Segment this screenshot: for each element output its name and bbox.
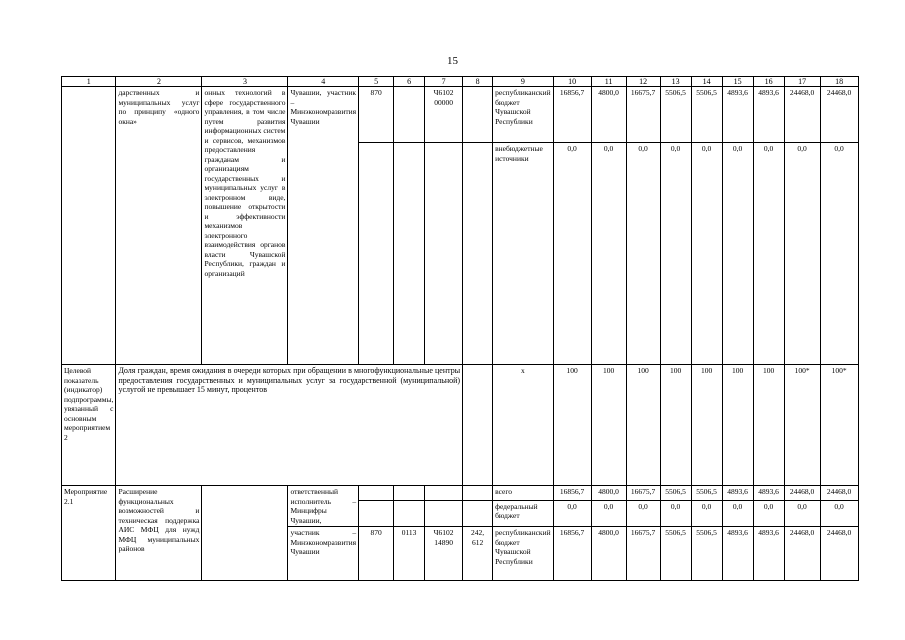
table-row — [62, 486, 859, 501]
cell-value: 0,0 — [722, 500, 753, 526]
cell-value: 5506,5 — [660, 527, 691, 581]
cell-value: 0,0 — [784, 143, 820, 365]
cell-value: 100* — [784, 365, 820, 486]
col-header: 9 — [493, 77, 554, 87]
cell-empty — [463, 87, 493, 143]
cell-empty — [394, 143, 425, 365]
cell-indicator-text: Доля граждан, время ожидания в очереди которых при обращении в многофункциональные центры предоставления государственных и муниципальных услуг за государственной (муниципальной) услугой не превышает 15 минут, процентов — [116, 365, 463, 486]
cell-value: 0,0 — [691, 500, 722, 526]
cell-value: 0,0 — [722, 143, 753, 365]
cell-funding-source: федеральный бюджет — [493, 500, 554, 526]
col-header: 7 — [425, 77, 463, 87]
col-header: 10 — [553, 77, 591, 87]
cell-value: 0,0 — [784, 500, 820, 526]
cell-value: 4893,6 — [722, 87, 753, 143]
col-header: 1 — [62, 77, 116, 87]
cell-value: 4893,6 — [722, 527, 753, 581]
cell-empty — [463, 500, 493, 526]
cell-value: 0,0 — [691, 143, 722, 365]
cell-value: 4800,0 — [591, 87, 626, 143]
cell-empty — [394, 500, 425, 526]
cell-value: 24468,0 — [784, 527, 820, 581]
cell-value: 16675,7 — [626, 486, 660, 501]
cell-value: 16856,7 — [553, 87, 591, 143]
col-header: 4 — [288, 77, 359, 87]
col-header: 8 — [463, 77, 493, 87]
cell-value: 16675,7 — [626, 527, 660, 581]
cell-value: 0,0 — [820, 143, 858, 365]
cell-empty — [202, 486, 288, 581]
cell-value: 24468,0 — [820, 486, 858, 501]
col-header: 16 — [753, 77, 784, 87]
cell-value: 0,0 — [553, 500, 591, 526]
cell-value: 5506,5 — [691, 87, 722, 143]
cell-target-code: Ч6102 00000 — [425, 87, 463, 143]
col-header: 15 — [722, 77, 753, 87]
cell-value: 0,0 — [660, 143, 691, 365]
cell-empty — [425, 500, 463, 526]
cell-value: 24468,0 — [820, 87, 858, 143]
cell-grbs: 870 — [359, 87, 394, 143]
cell-funding-source: внебюджетные источники — [493, 143, 554, 365]
cell-value: 0,0 — [591, 143, 626, 365]
cell-service-principle: дарственных и муниципальных услуг по принципу «одного окна» — [116, 87, 202, 365]
program-table — [61, 76, 859, 581]
cell-empty — [463, 486, 493, 501]
cell-value: 0,0 — [753, 143, 784, 365]
cell-measure-description: Расширение функциональных возможностей и техническая поддержка АИС МФЦ для нужд МФЦ муниципальных районов — [116, 486, 202, 581]
cell-empty — [425, 486, 463, 501]
cell-value: 16675,7 — [626, 87, 660, 143]
cell-value: 100 — [626, 365, 660, 486]
cell-value: 5506,5 — [691, 527, 722, 581]
cell-measure-label: Мероприятие 2.1 — [62, 486, 116, 581]
col-header: 18 — [820, 77, 858, 87]
cell-value: 4800,0 — [591, 486, 626, 501]
cell-empty — [359, 500, 394, 526]
cell-empty — [425, 143, 463, 365]
col-header: 17 — [784, 77, 820, 87]
cell-indicator-x: х — [493, 365, 554, 486]
cell-value: 4893,6 — [753, 87, 784, 143]
cell-value: 0,0 — [820, 500, 858, 526]
col-header: 3 — [202, 77, 288, 87]
cell-value: 5506,5 — [691, 486, 722, 501]
cell-value: 4800,0 — [591, 527, 626, 581]
cell-value: 0,0 — [626, 500, 660, 526]
cell-value: 100 — [660, 365, 691, 486]
cell-value: 0,0 — [591, 500, 626, 526]
col-header: 11 — [591, 77, 626, 87]
cell-target-code: Ч6102 14890 — [425, 527, 463, 581]
cell-value: 5506,5 — [660, 486, 691, 501]
col-header: 14 — [691, 77, 722, 87]
cell-value: 24468,0 — [784, 486, 820, 501]
col-header: 6 — [394, 77, 425, 87]
cell-value: 4893,6 — [753, 527, 784, 581]
cell-expense-type: 242, 612 — [463, 527, 493, 581]
cell-funding-source: республиканский бюджет Чувашской Республики — [493, 527, 554, 581]
cell-value: 0,0 — [753, 500, 784, 526]
cell-indicator-label: Целевой показатель (индикатор) подпрограммы, увязанный с основным мероприятием 2 — [62, 365, 116, 486]
cell-value: 100 — [753, 365, 784, 486]
cell-funding-source: всего — [493, 486, 554, 501]
col-header: 13 — [660, 77, 691, 87]
cell-value: 16856,7 — [553, 527, 591, 581]
col-header: 5 — [359, 77, 394, 87]
cell-value: 0,0 — [626, 143, 660, 365]
cell-value: 100 — [722, 365, 753, 486]
cell-empty — [463, 143, 493, 365]
table-row — [62, 87, 859, 143]
cell-value: 24468,0 — [784, 87, 820, 143]
cell-executor: Чувашии, участник – Минэкономразвития Чувашии — [288, 87, 359, 365]
cell-value: 0,0 — [660, 500, 691, 526]
cell-value: 5506,5 — [660, 87, 691, 143]
table-row — [62, 365, 859, 486]
cell-value: 0,0 — [553, 143, 591, 365]
page-number: 15 — [447, 55, 458, 67]
cell-empty — [359, 486, 394, 501]
cell-value: 100 — [691, 365, 722, 486]
cell-value: 4893,6 — [722, 486, 753, 501]
cell-value: 100* — [820, 365, 858, 486]
cell-empty — [463, 365, 493, 486]
cell-empty — [359, 143, 394, 365]
cell-value: 100 — [553, 365, 591, 486]
col-header: 12 — [626, 77, 660, 87]
cell-participant: участник – Минэкономразвития Чувашии — [288, 527, 359, 581]
cell-empty — [394, 486, 425, 501]
cell-empty — [394, 87, 425, 143]
cell-value: 24468,0 — [820, 527, 858, 581]
cell-responsible-executor: ответственный исполнитель – Минцифры Чувашии, — [288, 486, 359, 527]
cell-section-code: 0113 — [394, 527, 425, 581]
cell-value: 16856,7 — [553, 486, 591, 501]
col-header: 2 — [116, 77, 202, 87]
cell-it-development: онных технологий в сфере государственного управления, в том числе путем развития информационных систем и сервисов, механизмов предоставления гражданам и организациям государственных и муниципальных услуг в электронном виде, повышение открытости и эффективности механизмов электронного взаимодействия органов власти Чувашской Республики, граждан и организаций — [202, 87, 288, 365]
cell-value: 100 — [591, 365, 626, 486]
cell-empty — [62, 87, 116, 365]
cell-funding-source: республиканский бюджет Чувашской Республики — [493, 87, 554, 143]
cell-grbs: 870 — [359, 527, 394, 581]
cell-value: 4893,6 — [753, 486, 784, 501]
header-row — [62, 77, 859, 87]
